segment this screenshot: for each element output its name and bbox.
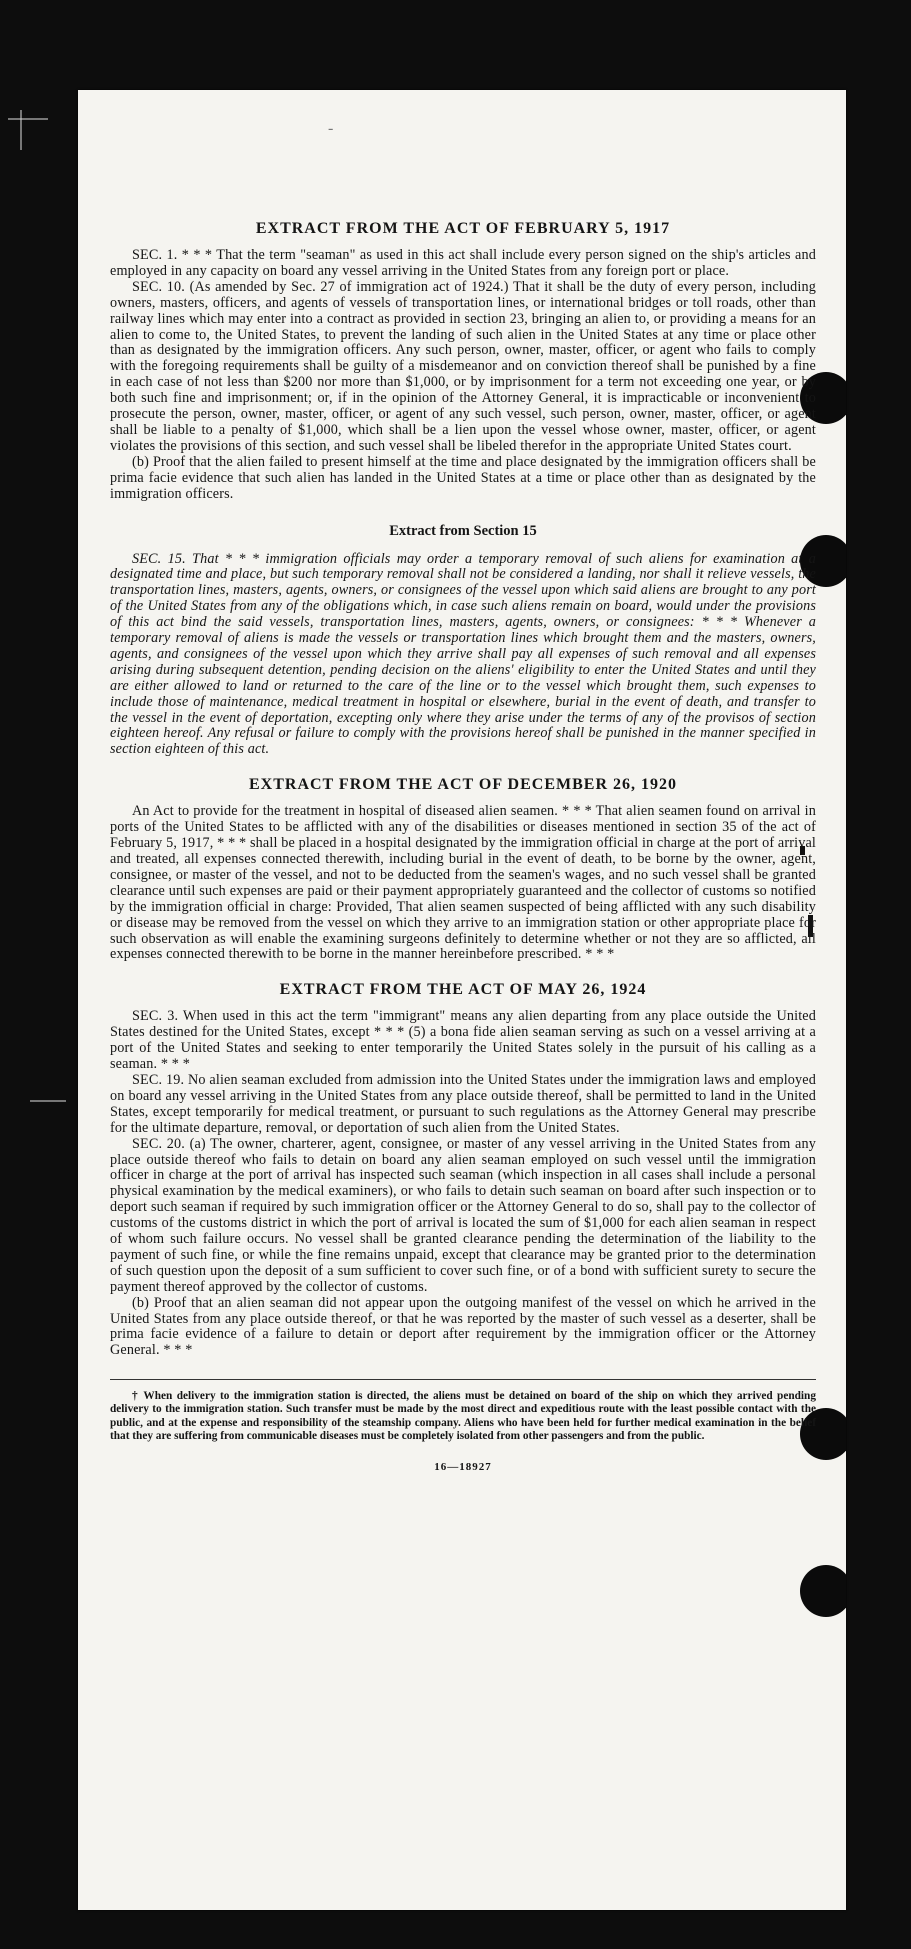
paragraph: SEC. 10. (As amended by Sec. 27 of immigration act of 1924.) That it shall be the duty of every person, including owners, masters, officers, and agents of vessels of transportation lines, or international bridges or toll roads, other than railway lines which may enter into a contract as provided in section 23, bringing an alien to, or providing a means for an alien to come to, the United States, to prevent the landing of such alien in the United States at any time or place other than as designated by the immigration officers. Any such person, owner, master, officer, or agent who fails to comply with the foregoing requirements shall be guilty of a misdemeanor and on conviction thereof shall be punished by a fine in each case of not less than $200 nor more than $1,000, or by imprisonment for a term not exceeding one year, or by both such fine and imprisonment; or, if in the opinion of the Attorney General, it is impracticable or inconvenient to prosecute the person, owner, master, officer, or agent of any such vessel, such person, owner, master, officer, or agent shall be liable to a penalty of $1,000, which shall be a lien upon the vessel whose owner, master, officer, or agent violates the provisions of this section, and such vessel shall be libeled therefor in the appropriate United States court. [110,278,816,454]
paragraph: SEC. 1. * * * That the term "seaman" as used in this act shall include every person signed on the ship's articles and employed in any capacity on board any vessel arriving in the United States from any foreign port or place. [110,247,816,279]
punch-hole [800,1565,846,1617]
paragraph: (b) Proof that the alien failed to present himself at the time and place designated by the immigration officers shall be prima facie evidence that such alien has landed in the United States at a time or place other than as designated by the immigration officers. [110,453,816,502]
footnote: † When delivery to the immigration station is directed, the aliens must be detained on board of the ship on which they arrived pending delivery to the immigration station. Such transfer must be made by the most direct and expeditious route with the least possible contact with the public, and at the expense and responsibility of the steamship company. Aliens who have been held for further medical examination in the belief that they are suffering from communicable diseases must be completely isolated from other passengers and from the public. [110,1390,816,1442]
paragraph: An Act to provide for the treatment in hospital of diseased alien seamen. * * * That alien seamen found on arrival in ports of the United States to be afflicted with any of the disabilities or diseases mentioned in section 35 of the act of February 5, 1917, * * * shall be placed in a hospital designated by the immigration official in charge at the port of arrival and treated, all expenses connected therewith, including burial in the event of death, to be borne by the owner, agent, consignee, or master of the vessel, and not to be deducted from the seamen's wages, and no such vessel shall be granted clearance until such expenses are paid or their payment appropriately guaranteed and the collector of customs so notified by the immigration official in charge: Provided, That alien seamen suspected of being afflicted with any such disability or disease may be removed from the vessel on which they arrive to an immigration station or other appropriate place for such observation as will enable the examining surgeons definitely to determine whether or not they are so afflicted, all expenses connected therewith to be borne in the manner hereinbefore prescribed. * * * [110,803,816,963]
paragraph: SEC. 19. No alien seaman excluded from admission into the United States under the immigration laws and employed on board any vessel arriving in the United States from any place outside thereof, shall be permitted to land in the United States, except temporarily for medical treatment, or pursuant to such regulations as the Attorney General may prescribe for the ultimate departure, removal, or deportation of such alien from the United States. [110,1071,816,1136]
scan-artifact [8,118,48,120]
marginal-scribble: - [328,120,336,137]
scan-artifact [30,1100,66,1102]
section-heading: Extract from Section 15 [389,522,537,539]
section-heading: EXTRACT FROM THE ACT OF FEBRUARY 5, 1917 [255,220,671,237]
form-number: 16—18927 [434,1461,492,1474]
document-body [110,220,816,1473]
section-heading: EXTRACT FROM THE ACT OF DECEMBER 26, 1920 [248,776,677,794]
paragraph: (b) Proof that an alien seaman did not appear upon the outgoing manifest of the vessel on which he arrived in the United States from any place outside thereof, or that he was reported by the master of such vessel as a deserter, shall be prima facie evidence of a failure to detain or deport after requirement by the immigration officer or the Attorney General. * * * [110,1294,816,1359]
paragraph: SEC. 15. That * * * immigration officials may order a temporary removal of such aliens for examination at a designated time and place, but such temporary removal shall not be considered a landing, nor shall it relieve vessels, the transportation lines, masters, agents, owners, or consignees of the vessel upon which said aliens are brought to any port of the United States from any of the obligations which, in case such aliens remain on board, would under the provisions of this act bind the said vessels, transportation lines, masters, agents, owners, or consignees: * * * Whenever a temporary removal of aliens is made the vessels or transportation lines which brought them and the masters, owners, agents, and consignees of the vessel upon which they arrive shall pay all expenses of such removal and all expenses arising during subsequent detention, pending decision on the aliens' eligibility to enter the United States and until they are either allowed to land or returned to the care of the line or to the vessel which brought them, such expenses to include those of maintenance, medical treatment in hospital or elsewhere, burial in the event of death, and transfer to the vessel in the event of deportation, excepting only where they arise under the terms of any of the provisos of section eighteen hereof. Any refusal or failure to comply with the provisions hereof shall be punished in the manner specified in section eighteen of this act. [110,550,816,758]
footnote-divider [110,1379,816,1380]
paragraph: SEC. 3. When used in this act the term "immigrant" means any alien departing from any place outside the United States destined for the United States, except * * * (5) a bona fide alien seaman serving as such on a vessel arriving at a port of the United States and seeking to enter temporarily the United States solely in the pursuit of his calling as a seaman. * * * [110,1008,816,1073]
scan-artifact [20,110,22,150]
document-page [78,90,846,1910]
section-heading: EXTRACT FROM THE ACT OF MAY 26, 1924 [279,981,647,999]
paragraph: SEC. 20. (a) The owner, charterer, agent, consignee, or master of any vessel arriving in the United States from any place outside thereof who fails to detain on board any alien seaman employed on such vessel until the immigration officer in charge at the port of arrival has inspected such seaman (which inspection in all cases shall include a personal physical examination by the medical examiners), or who fails to detain such seaman on board after such inspection or to deport such seaman if required by such immigration officer or the Attorney General to do so, shall pay to the collector of customs of the customs district in which the port of arrival is located the sum of $1,000 for each alien seaman in respect of whom such failure occurs. No vessel shall be granted clearance pending the determination of the liability to the payment of such fine, or while the fine remains unpaid, except that clearance may be granted prior to the determination of such question upon the deposit of a sum sufficient to cover such fine, or of a bond with sufficient surety to secure the payment thereof approved by the collector of customs. [110,1135,816,1295]
